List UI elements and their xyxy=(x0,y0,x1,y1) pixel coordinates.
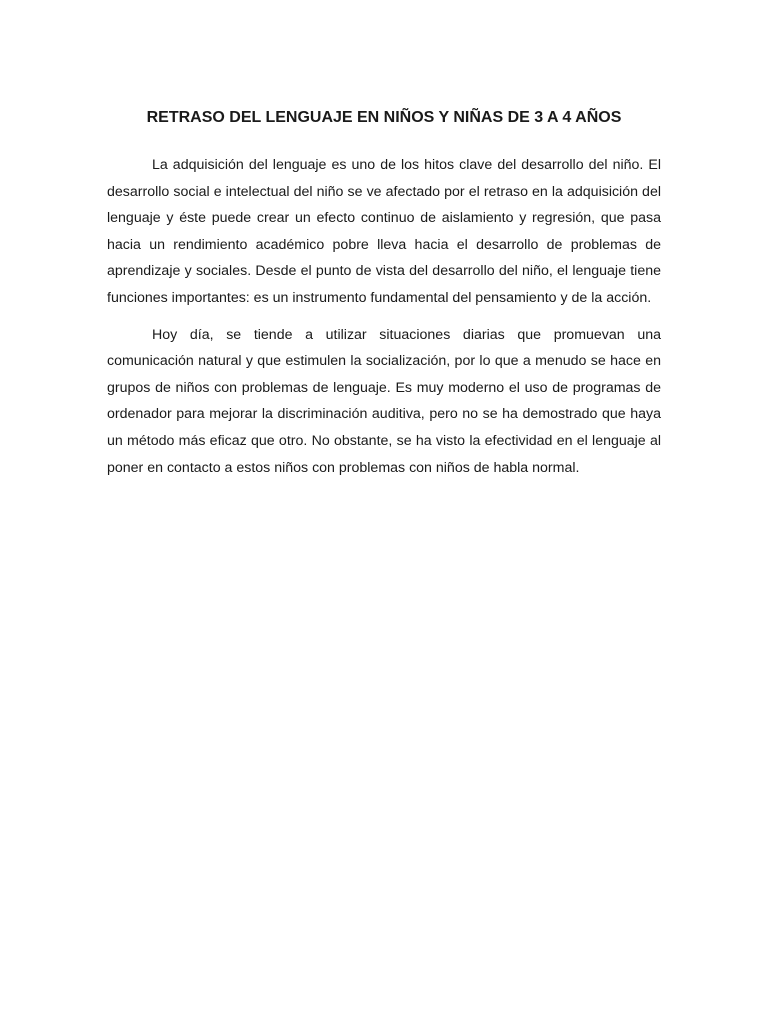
paragraph-1: La adquisición del lenguaje es uno de los hitos clave del desarrollo del niño. El desarrollo social e intelectual del niño se ve afectado por el retraso en la adquisición del lenguaje y éste puede crear un efecto continuo de aislamiento y regresión, que pasa hacia un rendimiento académico pobre lleva hacia el desarrollo de problemas de aprendizaje y sociales. Desde el punto de vista del desarrollo del niño, el lenguaje tiene funciones importantes: es un instrumento fundamental del pensamiento y de la acción. xyxy=(107,157,661,306)
document-title: RETRASO DEL LENGUAJE EN NIÑOS Y NIÑAS DE 3 A 4 AÑOS xyxy=(146,109,622,126)
paragraph-2: Hoy día, se tiende a utilizar situaciones diarias que promuevan una comunicación natural y que estimulen la socialización, por lo que a menudo se hace en grupos de niños con problemas de lenguaje. Es muy moderno el uso de programas de ordenador para mejorar la discriminación auditiva, pero no se ha demostrado que haya un método más eficaz que otro. No obstante, se ha visto la efectividad en el lenguaje al poner en contacto a estos niños con problemas con niños de habla normal. xyxy=(107,326,661,476)
